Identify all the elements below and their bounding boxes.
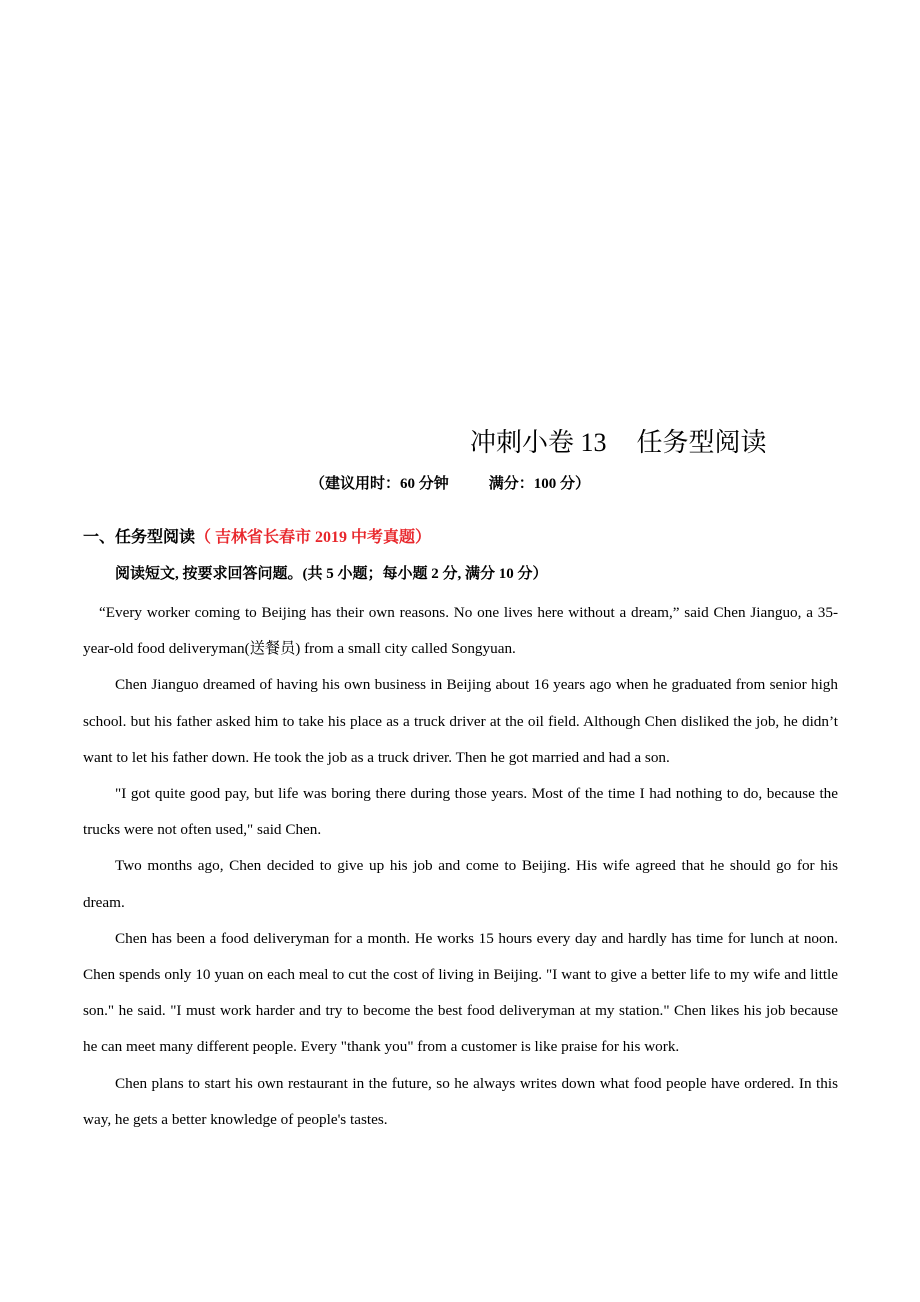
section-instructions: 阅读短文, 按要求回答问题。(共 5 小题；每小题 2 分, 满分 10 分） bbox=[115, 566, 548, 582]
section-heading bbox=[83, 526, 431, 550]
section-source: （ 吉林省长春市 2019 中考真题） bbox=[195, 529, 432, 546]
reading-passage bbox=[83, 595, 838, 1138]
passage-paragraph: Two months ago, Chen decided to give up his job and come to Beijing. His wife agreed that he should go for his dream. bbox=[83, 857, 838, 911]
passage-paragraph: Chen has been a food deliveryman for a month. He works 15 hours every day and hardly has time for lunch at noon. Chen spends only 10 yuan on each meal to cut the cost of living in Beijing. "I want to give a better life to my wife and little son." he said. "I must work harder and try to become the best food deliveryman at my station." Chen likes his job because he can meet many different people. Every "thank you" from a customer is like praise for his work. bbox=[83, 929, 838, 1056]
passage-paragraph: “Every worker coming to Beijing has their own reasons. No one lives here without a dream,” said Chen Jianguo, a 35-year-old food deliveryman(送餐员) from a small city called Songyuan. bbox=[83, 604, 838, 658]
full-score: 满分：100 分） bbox=[488, 476, 591, 492]
title-topic: 任务型阅读 bbox=[636, 428, 767, 457]
time-score-note bbox=[310, 472, 590, 496]
suggested-time: （建议用时：60 分钟 bbox=[310, 476, 449, 492]
section-title: 一、任务型阅读 bbox=[83, 529, 196, 546]
passage-paragraph: Chen plans to start his own restaurant in the future, so he always writes down what food people have ordered. In this way, he gets a better knowledge of people's tastes. bbox=[83, 1074, 838, 1128]
page-title bbox=[470, 424, 767, 462]
passage-paragraph: "I got quite good pay, but life was boring there during those years. Most of the time I had nothing to do, because the trucks were not often used," said Chen. bbox=[83, 785, 838, 839]
title-main: 冲刺小卷 13 bbox=[470, 428, 607, 457]
passage-paragraph: Chen Jianguo dreamed of having his own business in Beijing about 16 years ago when he graduated from senior high school. but his father asked him to take his place as a truck driver at the oil field. Although Chen disliked the job, he didn’t want to let his father down. He took the job as a truck driver. Then he got married and had a son. bbox=[83, 676, 838, 766]
